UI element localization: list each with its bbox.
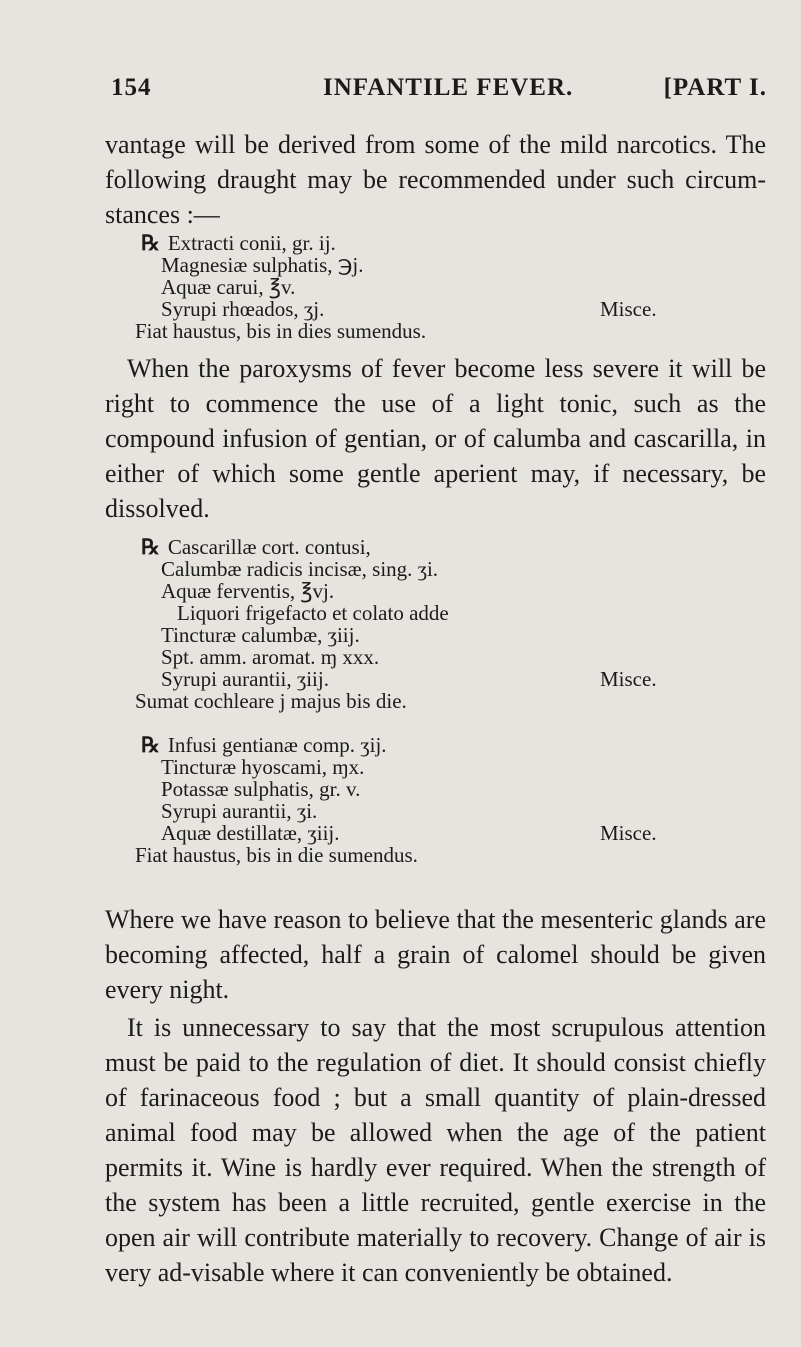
rx3-misce: Misce. <box>600 821 657 845</box>
rx3-line-4: Syrupi aurantii, ʒi. <box>161 799 318 823</box>
prescription-3 <box>135 733 657 867</box>
rx3-directions: Fiat haustus, bis in die sumendus. <box>135 843 418 867</box>
rx2-misce: Misce. <box>600 667 657 691</box>
rx1-line-3: Aquæ carui, ℥v. <box>161 275 296 299</box>
prescription-2 <box>135 535 657 713</box>
paragraph-diet: It is unnecessary to say that the most scrupulous attention must be paid to the regulation of diet. It should consist chiefly of farinaceous food ; but a small quantity of plain-dressed animal food may be allowed when the age of the patient permits it. Wine is hardly ever required. When the strength of the system has been a little recruited, gentle exercise in the open air will contribute materially to recovery. Change of air is very ad-visable where it can conveniently be obtained. <box>105 1013 766 1287</box>
rx2-line-5: Tincturæ calumbæ, ʒiij. <box>161 623 360 647</box>
paragraph-tonic: When the paroxysms of fever become less severe it will be right to commence the use of a light tonic, such as the compound infusion of gentian, or of calumba and cascarilla, in either of which some gentle aperient may, if necessary, be dissolved. <box>105 354 766 523</box>
rx3-line-1: Infusi gentianæ comp. ʒij. <box>167 733 387 757</box>
page-number: 154 <box>111 74 152 101</box>
rx1-misce: Misce. <box>600 297 657 321</box>
rx3-line-3: Potassæ sulphatis, gr. v. <box>161 777 361 801</box>
paragraph-narcotics: vantage will be derived from some of the mild narcotics. The following draught may be recommended under such circum-stances :— <box>105 130 766 229</box>
running-title: INFANTILE FEVER. <box>323 74 574 101</box>
rx1-line-1: Extracti conii, gr. ij. <box>167 231 336 255</box>
rx2-line-1: Cascarillæ cort. contusi, <box>167 535 371 559</box>
rx2-line-3: Aquæ ferventis, ℥vj. <box>161 579 335 603</box>
rx1-line-4: Syrupi rhœados, ʒj. <box>161 297 325 321</box>
recipe-symbol: ℞ <box>141 535 160 559</box>
rx2-line-4: Liquori frigefacto et colato adde <box>177 601 449 625</box>
rx2-line-2: Calumbæ radicis incisæ, sing. ʒi. <box>161 557 439 581</box>
rx1-directions: Fiat haustus, bis in dies sumendus. <box>135 319 427 343</box>
rx3-line-2: Tincturæ hyoscami, ɱx. <box>161 755 365 779</box>
rx2-directions: Sumat cochleare j majus bis die. <box>135 689 407 713</box>
rx2-line-7: Syrupi aurantii, ʒiij. <box>161 667 329 691</box>
recipe-symbol: ℞ <box>141 231 160 255</box>
recipe-symbol: ℞ <box>141 733 160 757</box>
part-label: [PART I. <box>663 74 767 101</box>
prescription-1 <box>135 231 657 343</box>
rx1-line-2: Magnesiæ sulphatis, ℈j. <box>161 253 364 277</box>
running-head <box>111 74 767 108</box>
rx3-line-5: Aquæ destillatæ, ʒiij. <box>161 821 340 845</box>
paragraph-mesenteric: Where we have reason to believe that the mesenteric glands are becoming affected, half a grain of calomel should be given every night. <box>105 905 766 1004</box>
rx2-line-6: Spt. amm. aromat. ɱ xxx. <box>161 645 380 669</box>
